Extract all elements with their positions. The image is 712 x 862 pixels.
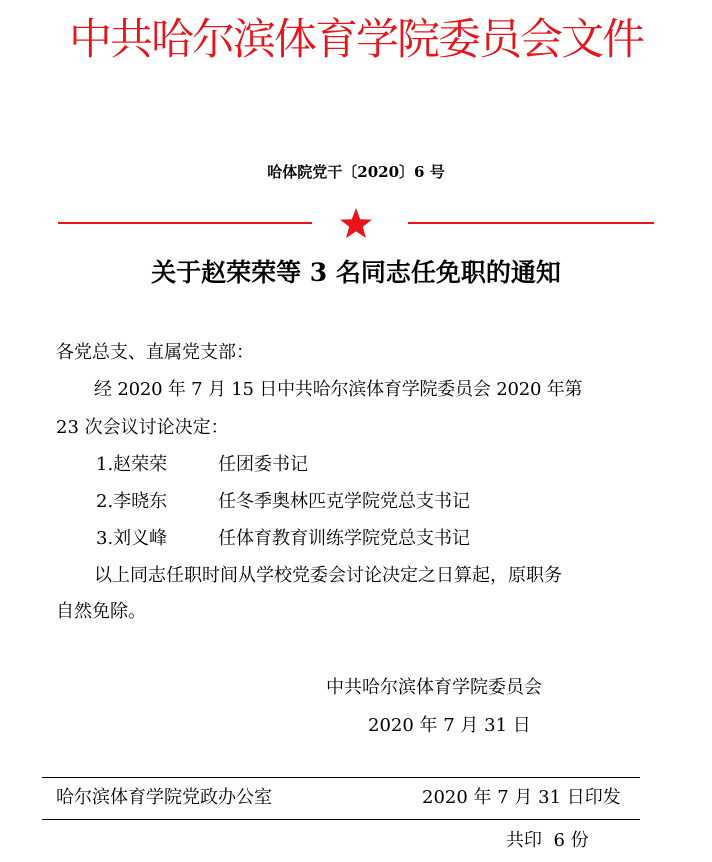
copy-count: 共印 6 份: [506, 830, 589, 851]
print-date: 2020 年 7 月 31 日印发: [422, 787, 621, 808]
paragraph-2-line-1: 以上同志任职时间从学校党委会讨论决定之日算起，原职务: [94, 565, 562, 586]
salutation: 各党总支、直属党支部：: [56, 342, 254, 363]
signature-date: 2020 年 7 月 31 日: [368, 715, 531, 736]
document-masthead: 中共哈尔滨体育学院委员会文件: [69, 15, 643, 65]
appointee-name: 1.赵荣荣: [96, 454, 168, 475]
notice-title: 关于赵荣荣等 3 名同志任免职的通知: [151, 258, 561, 287]
appointment-role: 任冬季奥林匹克学院党总支书记: [218, 491, 470, 512]
footer-rule-bottom: [42, 819, 640, 820]
paragraph-1-line-1: 经 2020 年 7 月 15 日中共哈尔滨体育学院委员会 2020 年第: [94, 379, 583, 400]
red-divider-left: [58, 222, 312, 224]
red-star-icon: [336, 205, 376, 241]
footer-rule-top: [42, 777, 640, 778]
paragraph-2-line-2: 自然免除。: [56, 601, 146, 622]
appointee-name: 2.李晓东: [96, 491, 168, 512]
issuing-office: 哈尔滨体育学院党政办公室: [56, 787, 272, 808]
appointment-role: 任体育教育训练学院党总支书记: [218, 528, 470, 549]
appointee-name: 3.刘义峰: [96, 528, 168, 549]
paragraph-1-line-2: 23 次会议讨论决定：: [56, 417, 229, 438]
signature-organization: 中共哈尔滨体育学院委员会: [326, 677, 542, 698]
document-number: 哈体院党干〔2020〕6 号: [267, 163, 445, 181]
appointment-role: 任团委书记: [218, 454, 308, 475]
red-divider-right: [408, 222, 654, 224]
